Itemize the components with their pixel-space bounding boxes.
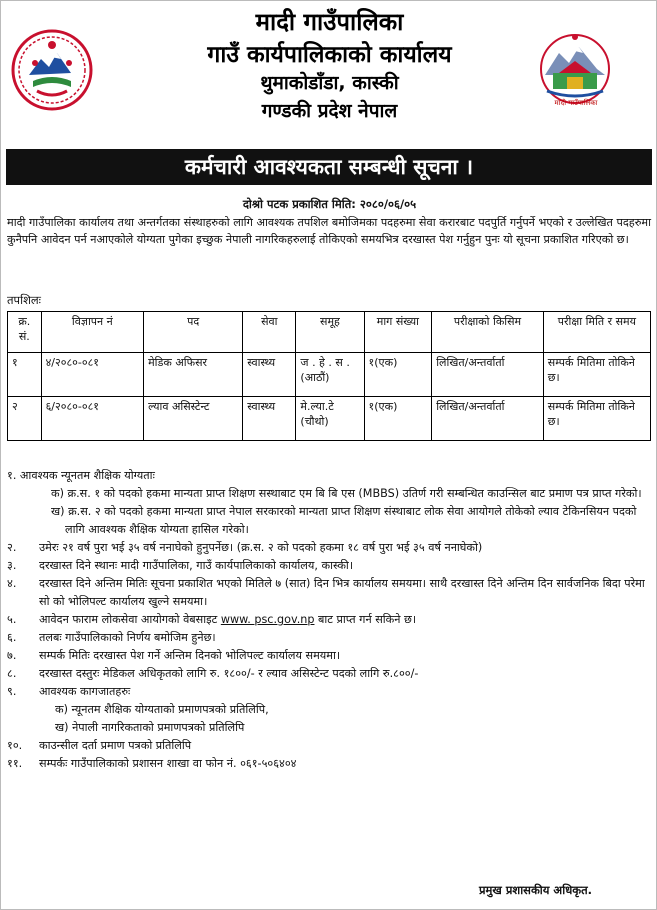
cell-exam-type: लिखित/अन्तर्वार्ता bbox=[432, 397, 544, 441]
vacancy-table bbox=[7, 311, 651, 441]
cell-demand: १(एक) bbox=[364, 353, 432, 397]
list-item bbox=[7, 629, 651, 647]
note-number: ३. bbox=[7, 559, 17, 572]
list-item bbox=[7, 647, 651, 665]
cell-ad-number: ४/२०८०-०८१ bbox=[41, 353, 144, 397]
cell-demand: १(एक) bbox=[364, 397, 432, 441]
office-address: थुमाकोडाँडा, कास्की bbox=[260, 72, 399, 94]
signatory-title: प्रमुख प्रशासकीय अधिकृत. bbox=[479, 883, 593, 897]
cell-position: ल्याव असिस्टेन्ट bbox=[144, 397, 243, 441]
details-label: तपशिलः bbox=[7, 293, 42, 307]
list-item bbox=[7, 557, 651, 575]
letterhead bbox=[1, 1, 657, 146]
table-row bbox=[8, 353, 651, 397]
cell-serial: २ bbox=[8, 397, 42, 441]
publication-date: दोश्रो पटक प्रकाशित मिति: २०८०/०६/०५ bbox=[242, 197, 417, 211]
col-exam-date: परीक्षा मिति र समय bbox=[543, 312, 650, 353]
cell-group: ज . हे . स . (आठौं) bbox=[296, 353, 364, 397]
note-10-council: काउन्सील दर्ता प्रमाण पत्रको प्रतिलिपि bbox=[39, 739, 192, 752]
col-exam-type: परीक्षाको किसिम bbox=[432, 312, 544, 353]
col-service: सेवा bbox=[243, 312, 296, 353]
note-number: ९. bbox=[7, 685, 17, 698]
note-number: १०. bbox=[7, 739, 23, 752]
note-8-fee: दरखास्त दस्तुरः मेडिकल अधिकृतको लागि रु. १८००/- र ल्याव असिस्टेन्ट पदको लागि रु.८००/- bbox=[39, 667, 419, 680]
note-9a: क) न्यूनतम शैक्षिक योग्यताको प्रमाणपत्रको प्रतिलिपि, bbox=[55, 703, 269, 716]
logo-caption: मादी गाउँपालिका bbox=[554, 99, 598, 107]
cell-service: स्वास्थ्य bbox=[243, 397, 296, 441]
cell-position: मेडिक अफिसर bbox=[144, 353, 243, 397]
note-number: ६. bbox=[7, 631, 17, 644]
list-item bbox=[7, 683, 651, 701]
note-5-text-before: आवेदन फाराम लोकसेवा आयोगको वेबसाइट bbox=[39, 613, 221, 626]
notice-title-banner: कर्मचारी आवश्यकता सम्बन्धी सूचना । bbox=[6, 149, 652, 185]
cell-group: मे.ल्या.टे (चौथो) bbox=[296, 397, 364, 441]
list-item bbox=[7, 539, 651, 557]
col-ad-number: विज्ञापन नं bbox=[41, 312, 144, 353]
note-number: ७. bbox=[7, 649, 17, 662]
intro-paragraph: मादी गाउँपालिका कार्यालय तथा अन्तर्गतका संस्थाहरुको लागि आवश्यक तपशिल बमोजिमका पदहरुमा सेवा करारबाट पदपुर्ति गर्नुपर्ने भएको र उल्लेखित पदहरुमा कुनैपनि आवेदन पर्न नआएकोले योग्यता पुगेका इच्छुक नेपाली नागरिकहरुलाई तोकिएको समयभित्र दरखास्त पेश गर्नुहुन पुनः यो सूचना प्रकाशित गरिएको छ। bbox=[7, 216, 651, 246]
cell-exam-type: लिखित/अन्तर्वार्ता bbox=[432, 353, 544, 397]
col-group: समूह bbox=[296, 312, 364, 353]
municipality-name: मादी गाउँपालिका bbox=[255, 8, 404, 36]
col-position: पद bbox=[144, 312, 243, 353]
cell-serial: १ bbox=[8, 353, 42, 397]
note-3-location: दरखास्त दिने स्थानः मादी गाउँपालिका, गाउँ कार्यपालिकाको कार्यालय, कास्की। bbox=[39, 559, 354, 572]
note-5-form bbox=[39, 611, 651, 629]
note-2-age: उमेरः २१ वर्ष पुरा भई ३५ वर्ष ननाघेको हुनुपर्नेछ। (क्र.स. २ को पदको हकमा १८ वर्ष पुरा भई ३५ वर्ष ननाघेको) bbox=[39, 541, 483, 554]
note-4-deadline: दरखास्त दिने अन्तिम मितिः सूचना प्रकाशित भएको मितिले ७ (सात) दिन भित्र कार्यालय समयमा। साथै दरखास्त दिने अन्तिम दिन सार्वजनिक बिदा परेमा सो को भोलिपल्ट कार्यालय खुल्ने समयमा। bbox=[39, 577, 645, 608]
list-item bbox=[7, 665, 651, 683]
list-item bbox=[7, 611, 651, 629]
note-9b: ख) नेपाली नागरिकताको प्रमाणपत्रको प्रतिलिपि bbox=[55, 721, 245, 734]
note-1b: ख) क्र.स. २ को पदको हकमा मान्यता प्राप्त नेपाल सरकारको मान्यता प्राप्त शिक्षण संस्थाबाट लोक सेवा आयोगले तोकेको ल्याव टेकिनसियन पदको लागि आवश्यक शैक्षिक योग्यता हासिल गरेको। bbox=[51, 505, 637, 536]
note-number: ११. bbox=[7, 757, 23, 770]
note-number: २. bbox=[7, 541, 17, 554]
note-7-contact-date: सम्पर्क मितिः दरखास्त पेश गर्ने अन्तिम दिनको भोलिपल्ट कार्यालय समयमा। bbox=[39, 649, 341, 662]
province-name: गण्डकी प्रदेश नेपाल bbox=[261, 100, 398, 122]
cell-ad-number: ६/२०८०-०८१ bbox=[41, 397, 144, 441]
note-6-salary: तलबः गाउँपालिकाको निर्णय बमोजिम हुनेछ। bbox=[39, 631, 216, 644]
note-9-documents: आवश्यक कागजातहरुः bbox=[39, 685, 131, 698]
table-header-row bbox=[8, 312, 651, 353]
note-number: ८. bbox=[7, 667, 17, 680]
list-item bbox=[7, 737, 651, 755]
psc-website-link[interactable]: www. psc.gov.np bbox=[220, 613, 315, 626]
note-1a: क) क्र.स. १ को पदको हकमा मान्यता प्राप्त शिक्षण सस्थाबाट एम बि बि एस (MBBS) उतिर्ण गरी सम्बन्धित काउन्सिल बाट प्रमाण पत्र प्राप्त गरेको। bbox=[51, 487, 642, 500]
note-number: ५. bbox=[7, 613, 17, 626]
note-11-contact: सम्पर्कः गाउँपालिकाको प्रशासन शाखा वा फोन नं. ०६१-५०६४०४ bbox=[39, 757, 297, 770]
col-demand: माग संख्या bbox=[364, 312, 432, 353]
list-item bbox=[7, 755, 651, 773]
note-number: ४. bbox=[7, 577, 17, 590]
col-serial: क्र. सं. bbox=[8, 312, 42, 353]
list-item bbox=[7, 575, 651, 611]
cell-exam-date: सम्पर्क मितिमा तोकिने छ। bbox=[543, 397, 650, 441]
note-1-title: १. आवश्यक न्यूनतम शैक्षिक योग्यताः bbox=[7, 469, 155, 482]
office-name: गाउँ कार्यपालिकाको कार्यालय bbox=[207, 42, 452, 68]
conditions-list bbox=[7, 467, 651, 773]
cell-exam-date: सम्पर्क मितिमा तोकिने छ। bbox=[543, 353, 650, 397]
table-row bbox=[8, 397, 651, 441]
cell-service: स्वास्थ्य bbox=[243, 353, 296, 397]
note-5-text-after: बाट प्राप्त गर्न सकिने छ। bbox=[314, 613, 417, 626]
